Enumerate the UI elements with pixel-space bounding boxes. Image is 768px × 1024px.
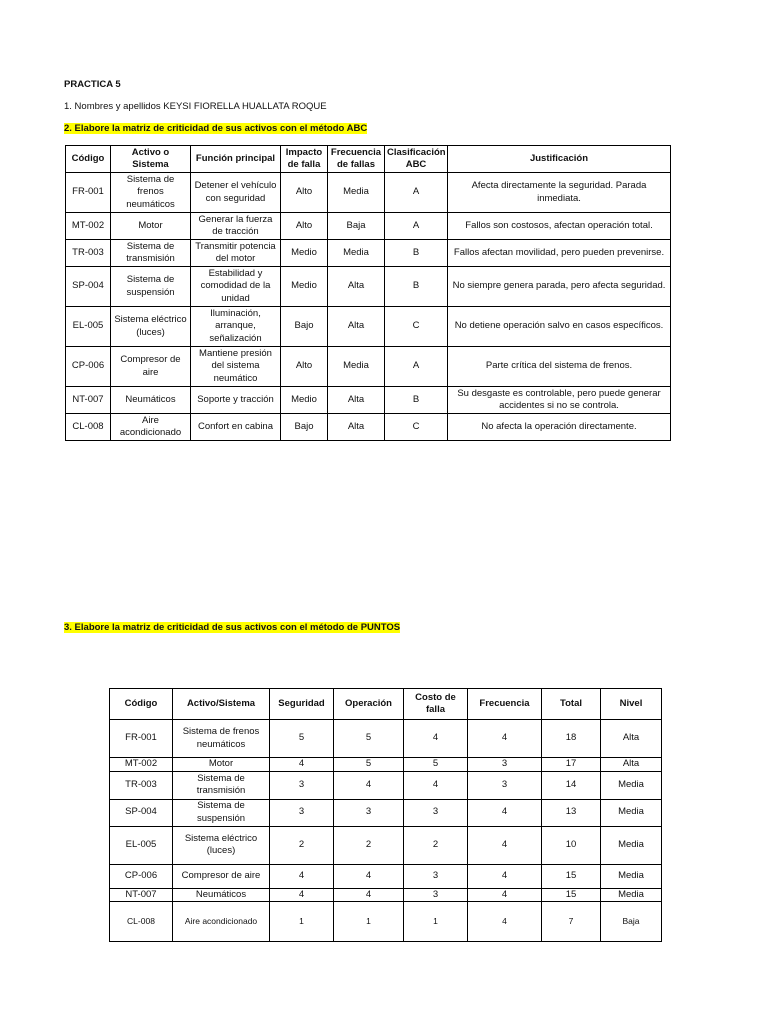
abc-row <box>66 387 671 414</box>
points-heading <box>64 622 400 633</box>
abc-cell: Motor <box>111 213 191 240</box>
abc-cell: Transmitir potencia del motor <box>191 240 281 267</box>
abc-cell: TR-003 <box>66 240 111 267</box>
abc-row <box>66 414 671 441</box>
points-cell: 2 <box>334 826 404 864</box>
points-cell: Media <box>601 771 662 799</box>
points-cell: FR-001 <box>110 720 173 758</box>
points-cell: 2 <box>270 826 334 864</box>
points-cell: 4 <box>334 864 404 888</box>
points-cell: 3 <box>468 771 542 799</box>
abc-cell: Alto <box>281 173 328 213</box>
points-cell: 3 <box>468 758 542 772</box>
points-cell: Sistema de transmisión <box>173 771 270 799</box>
abc-cell: Medio <box>281 267 328 307</box>
points-cell: SP-004 <box>110 799 173 826</box>
abc-cell: Medio <box>281 387 328 414</box>
points-cell: Sistema de suspensión <box>173 799 270 826</box>
points-heading-text: 3. Elabore la matriz de criticidad de sus activos con el método de PUNTOS <box>64 622 401 633</box>
abc-cell: Confort en cabina <box>191 414 281 441</box>
abc-cell: No detiene operación salvo en casos específicos. <box>448 307 671 347</box>
points-cell: 4 <box>334 771 404 799</box>
doc-title: PRACTICA 5 <box>64 79 121 90</box>
abc-cell: Media <box>328 240 385 267</box>
points-cell: 4 <box>404 720 468 758</box>
points-cell: Compresor de aire <box>173 864 270 888</box>
abc-cell: A <box>385 347 448 387</box>
abc-cell: Neumáticos <box>111 387 191 414</box>
abc-cell: B <box>385 387 448 414</box>
points-cell: 4 <box>334 888 404 902</box>
points-cell: CP-006 <box>110 864 173 888</box>
student-name-line: 1. Nombres y apellidos KEYSI FIORELLA HUALLATA ROQUE <box>64 101 327 112</box>
points-cell: EL-005 <box>110 826 173 864</box>
abc-header-cell: Frecuencia de fallas <box>328 146 385 173</box>
abc-cell: B <box>385 267 448 307</box>
abc-row <box>66 240 671 267</box>
points-cell: 4 <box>270 864 334 888</box>
abc-cell: Baja <box>328 213 385 240</box>
points-cell: 4 <box>468 799 542 826</box>
points-cell: Neumáticos <box>173 888 270 902</box>
points-criticality-table <box>109 688 662 942</box>
abc-header-row <box>66 146 671 173</box>
abc-cell: Fallos afectan movilidad, pero pueden prevenirse. <box>448 240 671 267</box>
abc-heading <box>64 123 367 134</box>
abc-cell: Alta <box>328 387 385 414</box>
abc-row <box>66 173 671 213</box>
abc-cell: B <box>385 240 448 267</box>
abc-cell: Alto <box>281 213 328 240</box>
points-cell: TR-003 <box>110 771 173 799</box>
points-cell: Media <box>601 826 662 864</box>
abc-cell: Iluminación, arranque, señalización <box>191 307 281 347</box>
points-row <box>110 826 662 864</box>
abc-cell: Alta <box>328 414 385 441</box>
points-cell: Media <box>601 888 662 902</box>
points-cell: 1 <box>270 902 334 942</box>
points-cell: 5 <box>334 758 404 772</box>
points-cell: 4 <box>270 758 334 772</box>
points-cell: 3 <box>334 799 404 826</box>
abc-cell: A <box>385 213 448 240</box>
points-cell: 14 <box>542 771 601 799</box>
abc-cell: Aire acondicionado <box>111 414 191 441</box>
points-header-cell: Nivel <box>601 689 662 720</box>
abc-row <box>66 307 671 347</box>
abc-cell: Medio <box>281 240 328 267</box>
points-row <box>110 864 662 888</box>
abc-cell: Alto <box>281 347 328 387</box>
abc-cell: Alta <box>328 267 385 307</box>
abc-cell: Estabilidad y comodidad de la unidad <box>191 267 281 307</box>
points-cell: Alta <box>601 758 662 772</box>
abc-cell: A <box>385 173 448 213</box>
points-cell: Media <box>601 864 662 888</box>
points-header-cell: Activo/Sistema <box>173 689 270 720</box>
points-row <box>110 758 662 772</box>
points-cell: Motor <box>173 758 270 772</box>
abc-cell: Su desgaste es controlable, pero puede generar accidentes si no se controla. <box>448 387 671 414</box>
abc-row <box>66 347 671 387</box>
abc-header-cell: Código <box>66 146 111 173</box>
points-cell: 10 <box>542 826 601 864</box>
abc-cell: Bajo <box>281 414 328 441</box>
abc-cell: Media <box>328 347 385 387</box>
abc-cell: CL-008 <box>66 414 111 441</box>
points-cell: 3 <box>270 771 334 799</box>
points-row <box>110 902 662 942</box>
abc-header-cell: Clasificación ABC <box>385 146 448 173</box>
points-cell: 2 <box>404 826 468 864</box>
abc-cell: Compresor de aire <box>111 347 191 387</box>
points-cell: 5 <box>270 720 334 758</box>
points-cell: 4 <box>468 902 542 942</box>
points-cell: 15 <box>542 864 601 888</box>
abc-cell: Media <box>328 173 385 213</box>
points-row <box>110 799 662 826</box>
points-cell: 4 <box>468 864 542 888</box>
abc-cell: Afecta directamente la seguridad. Parada inmediata. <box>448 173 671 213</box>
points-cell: Sistema eléctrico (luces) <box>173 826 270 864</box>
points-cell: 3 <box>404 864 468 888</box>
points-cell: Media <box>601 799 662 826</box>
points-cell: Alta <box>601 720 662 758</box>
points-cell: 13 <box>542 799 601 826</box>
abc-header-cell: Activo o Sistema <box>111 146 191 173</box>
abc-cell: MT-002 <box>66 213 111 240</box>
abc-cell: Fallos son costosos, afectan operación total. <box>448 213 671 240</box>
points-row <box>110 771 662 799</box>
abc-cell: Generar la fuerza de tracción <box>191 213 281 240</box>
abc-cell: No siempre genera parada, pero afecta seguridad. <box>448 267 671 307</box>
points-cell: 18 <box>542 720 601 758</box>
points-cell: NT-007 <box>110 888 173 902</box>
abc-cell: Bajo <box>281 307 328 347</box>
points-cell: 5 <box>334 720 404 758</box>
abc-cell: C <box>385 307 448 347</box>
points-cell: 3 <box>404 799 468 826</box>
abc-header-cell: Impacto de falla <box>281 146 328 173</box>
abc-row <box>66 213 671 240</box>
abc-cell: Mantiene presión del sistema neumático <box>191 347 281 387</box>
abc-cell: Sistema de frenos neumáticos <box>111 173 191 213</box>
points-cell: 4 <box>404 771 468 799</box>
abc-header-cell: Función principal <box>191 146 281 173</box>
points-cell: Aire acondicionado <box>173 902 270 942</box>
points-header-cell: Código <box>110 689 173 720</box>
abc-cell: EL-005 <box>66 307 111 347</box>
abc-cell: No afecta la operación directamente. <box>448 414 671 441</box>
points-header-cell: Operación <box>334 689 404 720</box>
points-row <box>110 720 662 758</box>
abc-heading-text: 2. Elabore la matriz de criticidad de sus activos con el método ABC <box>64 123 368 134</box>
abc-cell: Parte crítica del sistema de frenos. <box>448 347 671 387</box>
abc-cell: Soporte y tracción <box>191 387 281 414</box>
points-header-row <box>110 689 662 720</box>
points-cell: 7 <box>542 902 601 942</box>
abc-cell: Sistema de suspensión <box>111 267 191 307</box>
points-row <box>110 888 662 902</box>
points-cell: 3 <box>270 799 334 826</box>
points-cell: 15 <box>542 888 601 902</box>
abc-cell: NT-007 <box>66 387 111 414</box>
abc-cell: Sistema de transmisión <box>111 240 191 267</box>
points-cell: 5 <box>404 758 468 772</box>
abc-row <box>66 267 671 307</box>
abc-cell: SP-004 <box>66 267 111 307</box>
points-cell: 1 <box>404 902 468 942</box>
abc-cell: FR-001 <box>66 173 111 213</box>
abc-cell: C <box>385 414 448 441</box>
points-cell: 1 <box>334 902 404 942</box>
abc-criticality-table <box>65 145 671 441</box>
abc-cell: Sistema eléctrico (luces) <box>111 307 191 347</box>
points-cell: 17 <box>542 758 601 772</box>
points-cell: Baja <box>601 902 662 942</box>
points-cell: 4 <box>468 826 542 864</box>
points-cell: 4 <box>468 888 542 902</box>
points-cell: 4 <box>270 888 334 902</box>
abc-header-cell: Justificación <box>448 146 671 173</box>
points-cell: CL-008 <box>110 902 173 942</box>
points-header-cell: Seguridad <box>270 689 334 720</box>
points-header-cell: Total <box>542 689 601 720</box>
points-cell: MT-002 <box>110 758 173 772</box>
points-header-cell: Costo de falla <box>404 689 468 720</box>
points-cell: 3 <box>404 888 468 902</box>
points-cell: 4 <box>468 720 542 758</box>
points-header-cell: Frecuencia <box>468 689 542 720</box>
points-cell: Sistema de frenos neumáticos <box>173 720 270 758</box>
abc-cell: Detener el vehículo con seguridad <box>191 173 281 213</box>
abc-cell: CP-006 <box>66 347 111 387</box>
abc-cell: Alta <box>328 307 385 347</box>
